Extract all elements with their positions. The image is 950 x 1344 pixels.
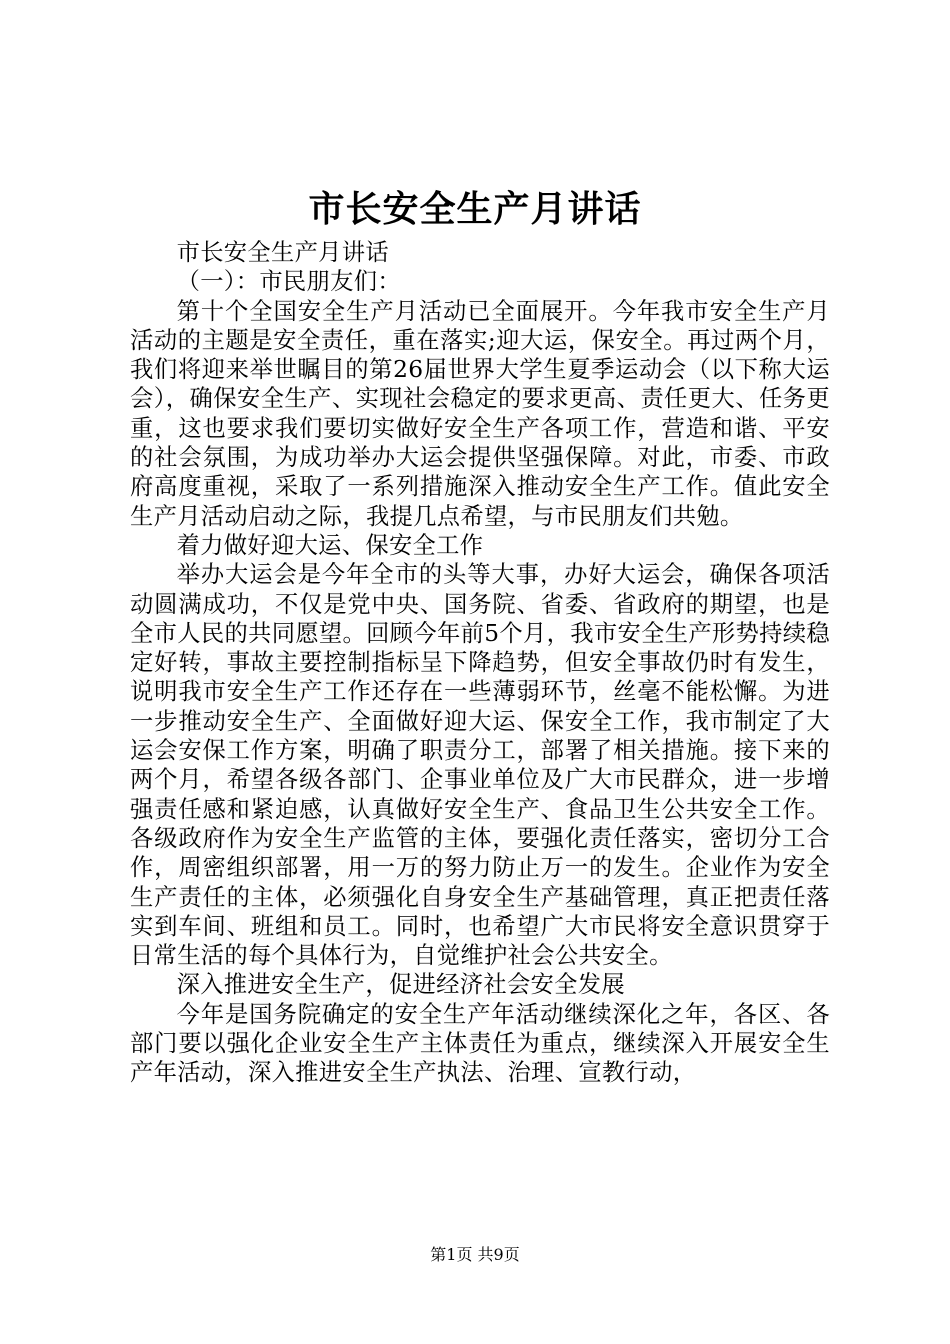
document-title: 市长安全生产月讲话 xyxy=(308,188,642,230)
section-heading-1: 着力做好迎大运、保安全工作 xyxy=(176,531,484,559)
paragraph-section-1: 举办大运会是今年全市的头等大事，办好大运会，确保各项活动圆满成功，不仅是党中央、国务院、省委、省政府的期望，也是全市人民的共同愿望。回顾今年前5个月，我市安全生产形势持续稳定好转，事故主要控制指标呈下降趋势，但安全事故仍时有发生，说明我市安全生产工作还存在一些薄弱环节，丝毫不能松懈。为进一步推动安全生产、全面做好迎大运、保安全工作，我市制定了大运会安保工作方案，明确了职责分工，部署了相关措施。接下来的两个月，希望各级各部门、企事业单位及广大市民群众，进一步增强责任感和紧迫感，认真做好安全生产、食品卫生公共安全工作。各级政府作为安全生产监管的主体，要强化责任落实，密切分工合作，周密组织部署，用一万的努力防止万一的发生。企业作为安全生产责任的主体，必须强化自身安全生产基础管理，真正把责任落实到车间、班组和员工。同时，也希望广大市民将安全意识贯穿于日常生活的每个具体行为，自觉维护社会公共安全。 xyxy=(130,561,830,970)
section-heading-2: 深入推进安全生产，促进经济社会安全发展 xyxy=(176,971,625,999)
paragraph-salutation: （一）：市民朋友们： xyxy=(176,268,401,296)
paragraph-intro: 第十个全国安全生产月活动已全面展开。今年我市安全生产月活动的主题是安全责任，重在落实;迎大运，保安全。再过两个月，我们将迎来举世瞩目的第26届世界大学生夏季运动会（以下称大运会），确保安全生产、实现社会稳定的要求更高、责任更大、任务更重，这也要求我们要切实做好安全生产各项工作，营造和谐、平安的社会氛围，为成功举办大运会提供坚强保障。对此，市委、市政府高度重视，采取了一系列措施深入推动安全生产工作。值此安全生产月活动启动之际，我提几点希望，与市民朋友们共勉。 xyxy=(130,297,830,530)
document-body xyxy=(130,238,830,1088)
paragraph-heading-repeat: 市长安全生产月讲话 xyxy=(176,239,389,266)
page-footer: 第1页 共9页 xyxy=(430,1245,520,1264)
paragraph-section-2: 今年是国务院确定的安全生产年活动继续深化之年，各区、各部门要以强化企业安全生产主体责任为重点，继续深入开展安全生产年活动，深入推进安全生产执法、治理、宣教行动， xyxy=(130,1000,830,1087)
